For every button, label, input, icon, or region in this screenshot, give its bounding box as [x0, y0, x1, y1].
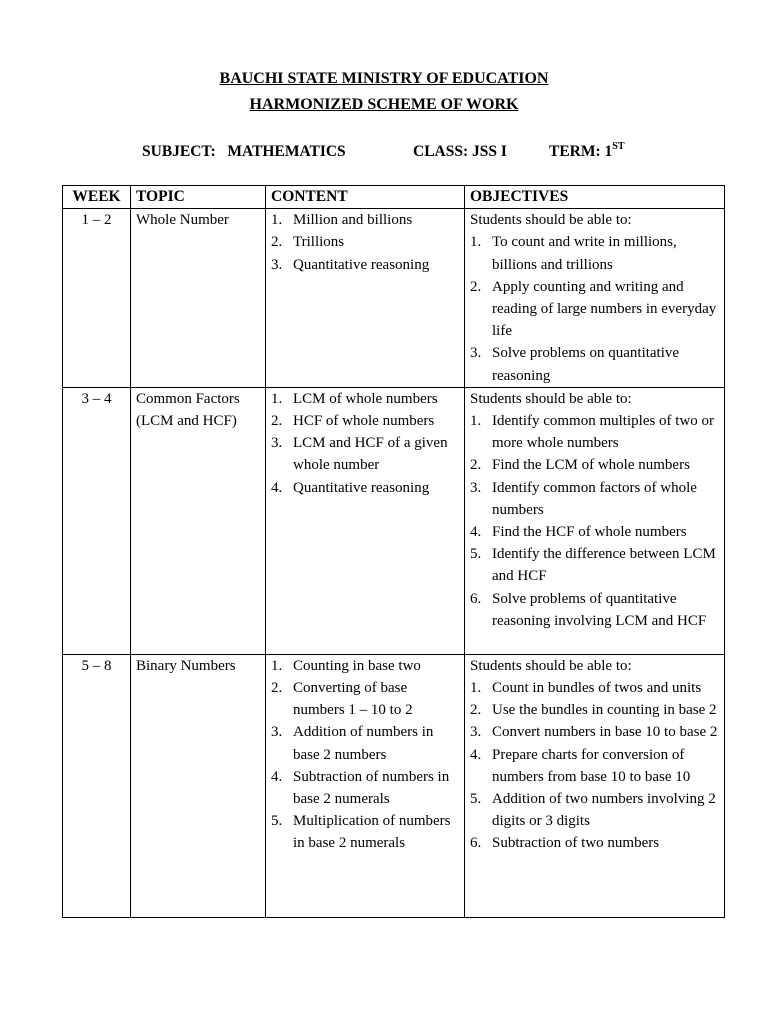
- topic-cell: Binary Numbers: [131, 654, 266, 917]
- objective-item: [470, 832, 722, 854]
- objective-item-text: Solve problems on quantitative reasoning: [492, 345, 680, 384]
- objectives-list: [470, 231, 722, 386]
- content-item: [271, 231, 462, 253]
- content-item: [271, 388, 462, 410]
- objectives-list: [470, 410, 722, 632]
- content-item: [271, 410, 462, 432]
- objectives-lead-text: Students should be able to:: [470, 657, 632, 674]
- column-header-content: CONTENT: [266, 186, 465, 209]
- content-item-text: Addition of numbers in base 2 numbers: [293, 724, 434, 763]
- objective-item-text: Find the HCF of whole numbers: [492, 524, 687, 541]
- subject-class-term-line: [0, 141, 768, 163]
- list-number: 1.: [470, 234, 482, 251]
- objectives-cell: [465, 654, 725, 917]
- objectives-cell: [465, 209, 725, 388]
- objective-item-text: Identify common factors of whole numbers: [492, 479, 697, 518]
- objectives-cell: [465, 387, 725, 654]
- objective-item: [470, 543, 722, 587]
- list-number: 2.: [470, 457, 482, 474]
- list-number: 2.: [470, 278, 482, 295]
- objective-item: [470, 342, 722, 386]
- list-number: 3.: [470, 479, 482, 496]
- term-label: [549, 141, 625, 163]
- list-number: 3.: [470, 345, 482, 362]
- list-number: 5.: [470, 546, 482, 563]
- objective-item: [470, 410, 722, 454]
- table-row: [63, 209, 725, 388]
- list-number: 3.: [470, 724, 482, 741]
- objective-item: [470, 276, 722, 343]
- objective-item-text: Prepare charts for conversion of numbers from base 10 to base 10: [492, 746, 691, 785]
- content-item: [271, 677, 462, 721]
- table-row: [63, 654, 725, 917]
- content-list: [271, 388, 462, 499]
- list-number: 4.: [271, 479, 283, 496]
- content-item: [271, 477, 462, 499]
- objective-item-text: Identify the difference between LCM and HCF: [492, 546, 716, 585]
- class-label: CLASS: JSS I: [413, 143, 507, 160]
- list-number: 4.: [271, 768, 283, 785]
- content-item-text: Million and billions: [293, 212, 413, 229]
- content-item: [271, 766, 462, 810]
- scheme-title: HARMONIZED SCHEME OF WORK: [249, 96, 519, 113]
- objective-item: [470, 477, 722, 521]
- list-number: 6.: [470, 835, 482, 852]
- content-item: [271, 254, 462, 276]
- objective-item-text: Convert numbers in base 10 to base 2: [492, 724, 718, 741]
- content-list: [271, 655, 462, 855]
- term-value: TERM: 1: [549, 143, 613, 160]
- content-item: [271, 655, 462, 677]
- week-cell: 5 – 8: [63, 654, 131, 917]
- list-number: 3.: [271, 724, 283, 741]
- content-item-text: Subtraction of numbers in base 2 numerals: [293, 768, 450, 808]
- objectives-list: [470, 677, 722, 855]
- content-item-text: LCM of whole numbers: [293, 390, 438, 407]
- topic-cell: Common Factors (LCM and HCF): [131, 387, 266, 654]
- content-item-text: Counting in base two: [293, 657, 421, 674]
- content-item: [271, 432, 462, 476]
- list-number: 4.: [470, 746, 482, 763]
- column-header-topic: TOPIC: [131, 186, 266, 209]
- content-item: [271, 810, 462, 854]
- objective-item: [470, 588, 722, 632]
- column-header-week: WEEK: [63, 186, 131, 209]
- list-number: 1.: [470, 680, 482, 697]
- objective-item: [470, 677, 722, 699]
- content-item-text: Quantitative reasoning: [293, 479, 430, 496]
- subject-label: SUBJECT: MATHEMATICS: [142, 143, 346, 160]
- objectives-lead-text: Students should be able to:: [470, 212, 632, 229]
- list-number: 3.: [271, 435, 283, 452]
- content-item-text: HCF of whole numbers: [293, 413, 435, 430]
- content-item-text: Quantitative reasoning: [293, 256, 430, 273]
- list-number: 3.: [271, 256, 283, 273]
- objective-item-text: Identify common multiples of two or more whole numbers: [492, 413, 715, 452]
- objective-item-text: Apply counting and writing and reading of large numbers in everyday life: [492, 278, 717, 340]
- objective-item-text: Addition of two numbers involving 2 digits or 3 digits: [492, 791, 716, 830]
- table-header-row: [63, 186, 725, 209]
- objective-item: [470, 231, 722, 275]
- objective-item: [470, 721, 722, 743]
- ministry-title: BAUCHI STATE MINISTRY OF EDUCATION: [219, 70, 549, 87]
- column-header-objectives: OBJECTIVES: [465, 186, 725, 209]
- content-cell: [266, 654, 465, 917]
- content-item: [271, 721, 462, 765]
- content-item-text: Multiplication of numbers in base 2 numerals: [293, 813, 451, 852]
- objective-item-text: Use the bundles in counting in base 2: [492, 702, 717, 719]
- list-number: 1.: [271, 390, 283, 407]
- list-number: 4.: [470, 524, 482, 541]
- objective-item: [470, 521, 722, 543]
- list-number: 2.: [271, 413, 283, 430]
- list-number: 2.: [271, 680, 283, 697]
- table-row: [63, 387, 725, 654]
- content-cell: [266, 209, 465, 388]
- objectives-lead-text: Students should be able to:: [470, 390, 632, 407]
- week-cell: 1 – 2: [63, 209, 131, 388]
- list-number: 1.: [271, 212, 283, 229]
- objective-item: [470, 699, 722, 721]
- list-number: 2.: [271, 234, 283, 251]
- list-number: 5.: [470, 791, 482, 808]
- objective-item-text: To count and write in millions, billions and trillions: [492, 234, 677, 273]
- list-number: 1.: [470, 413, 482, 430]
- content-list: [271, 209, 462, 276]
- objective-item: [470, 454, 722, 476]
- list-number: 5.: [271, 813, 283, 830]
- objective-item: [470, 744, 722, 788]
- term-ordinal-suffix: ST: [612, 141, 625, 152]
- list-number: 2.: [470, 702, 482, 719]
- objective-item-text: Find the LCM of whole numbers: [492, 457, 690, 474]
- list-number: 6.: [470, 590, 482, 607]
- content-item-text: Trillions: [293, 234, 345, 251]
- objective-item-text: Count in bundles of twos and units: [492, 680, 702, 697]
- objective-item: [470, 788, 722, 832]
- objective-item-text: Solve problems of quantitative reasoning involving LCM and HCF: [492, 590, 707, 629]
- content-cell: [266, 387, 465, 654]
- objective-item-text: Subtraction of two numbers: [492, 835, 660, 852]
- content-item-text: Converting of base numbers 1 – 10 to 2: [293, 680, 413, 719]
- list-number: 1.: [271, 657, 283, 674]
- content-item: [271, 209, 462, 231]
- week-cell: 3 – 4: [63, 387, 131, 654]
- topic-cell: Whole Number: [131, 209, 266, 388]
- scheme-of-work-table: [62, 185, 725, 918]
- content-item-text: LCM and HCF of a given whole number: [293, 435, 448, 474]
